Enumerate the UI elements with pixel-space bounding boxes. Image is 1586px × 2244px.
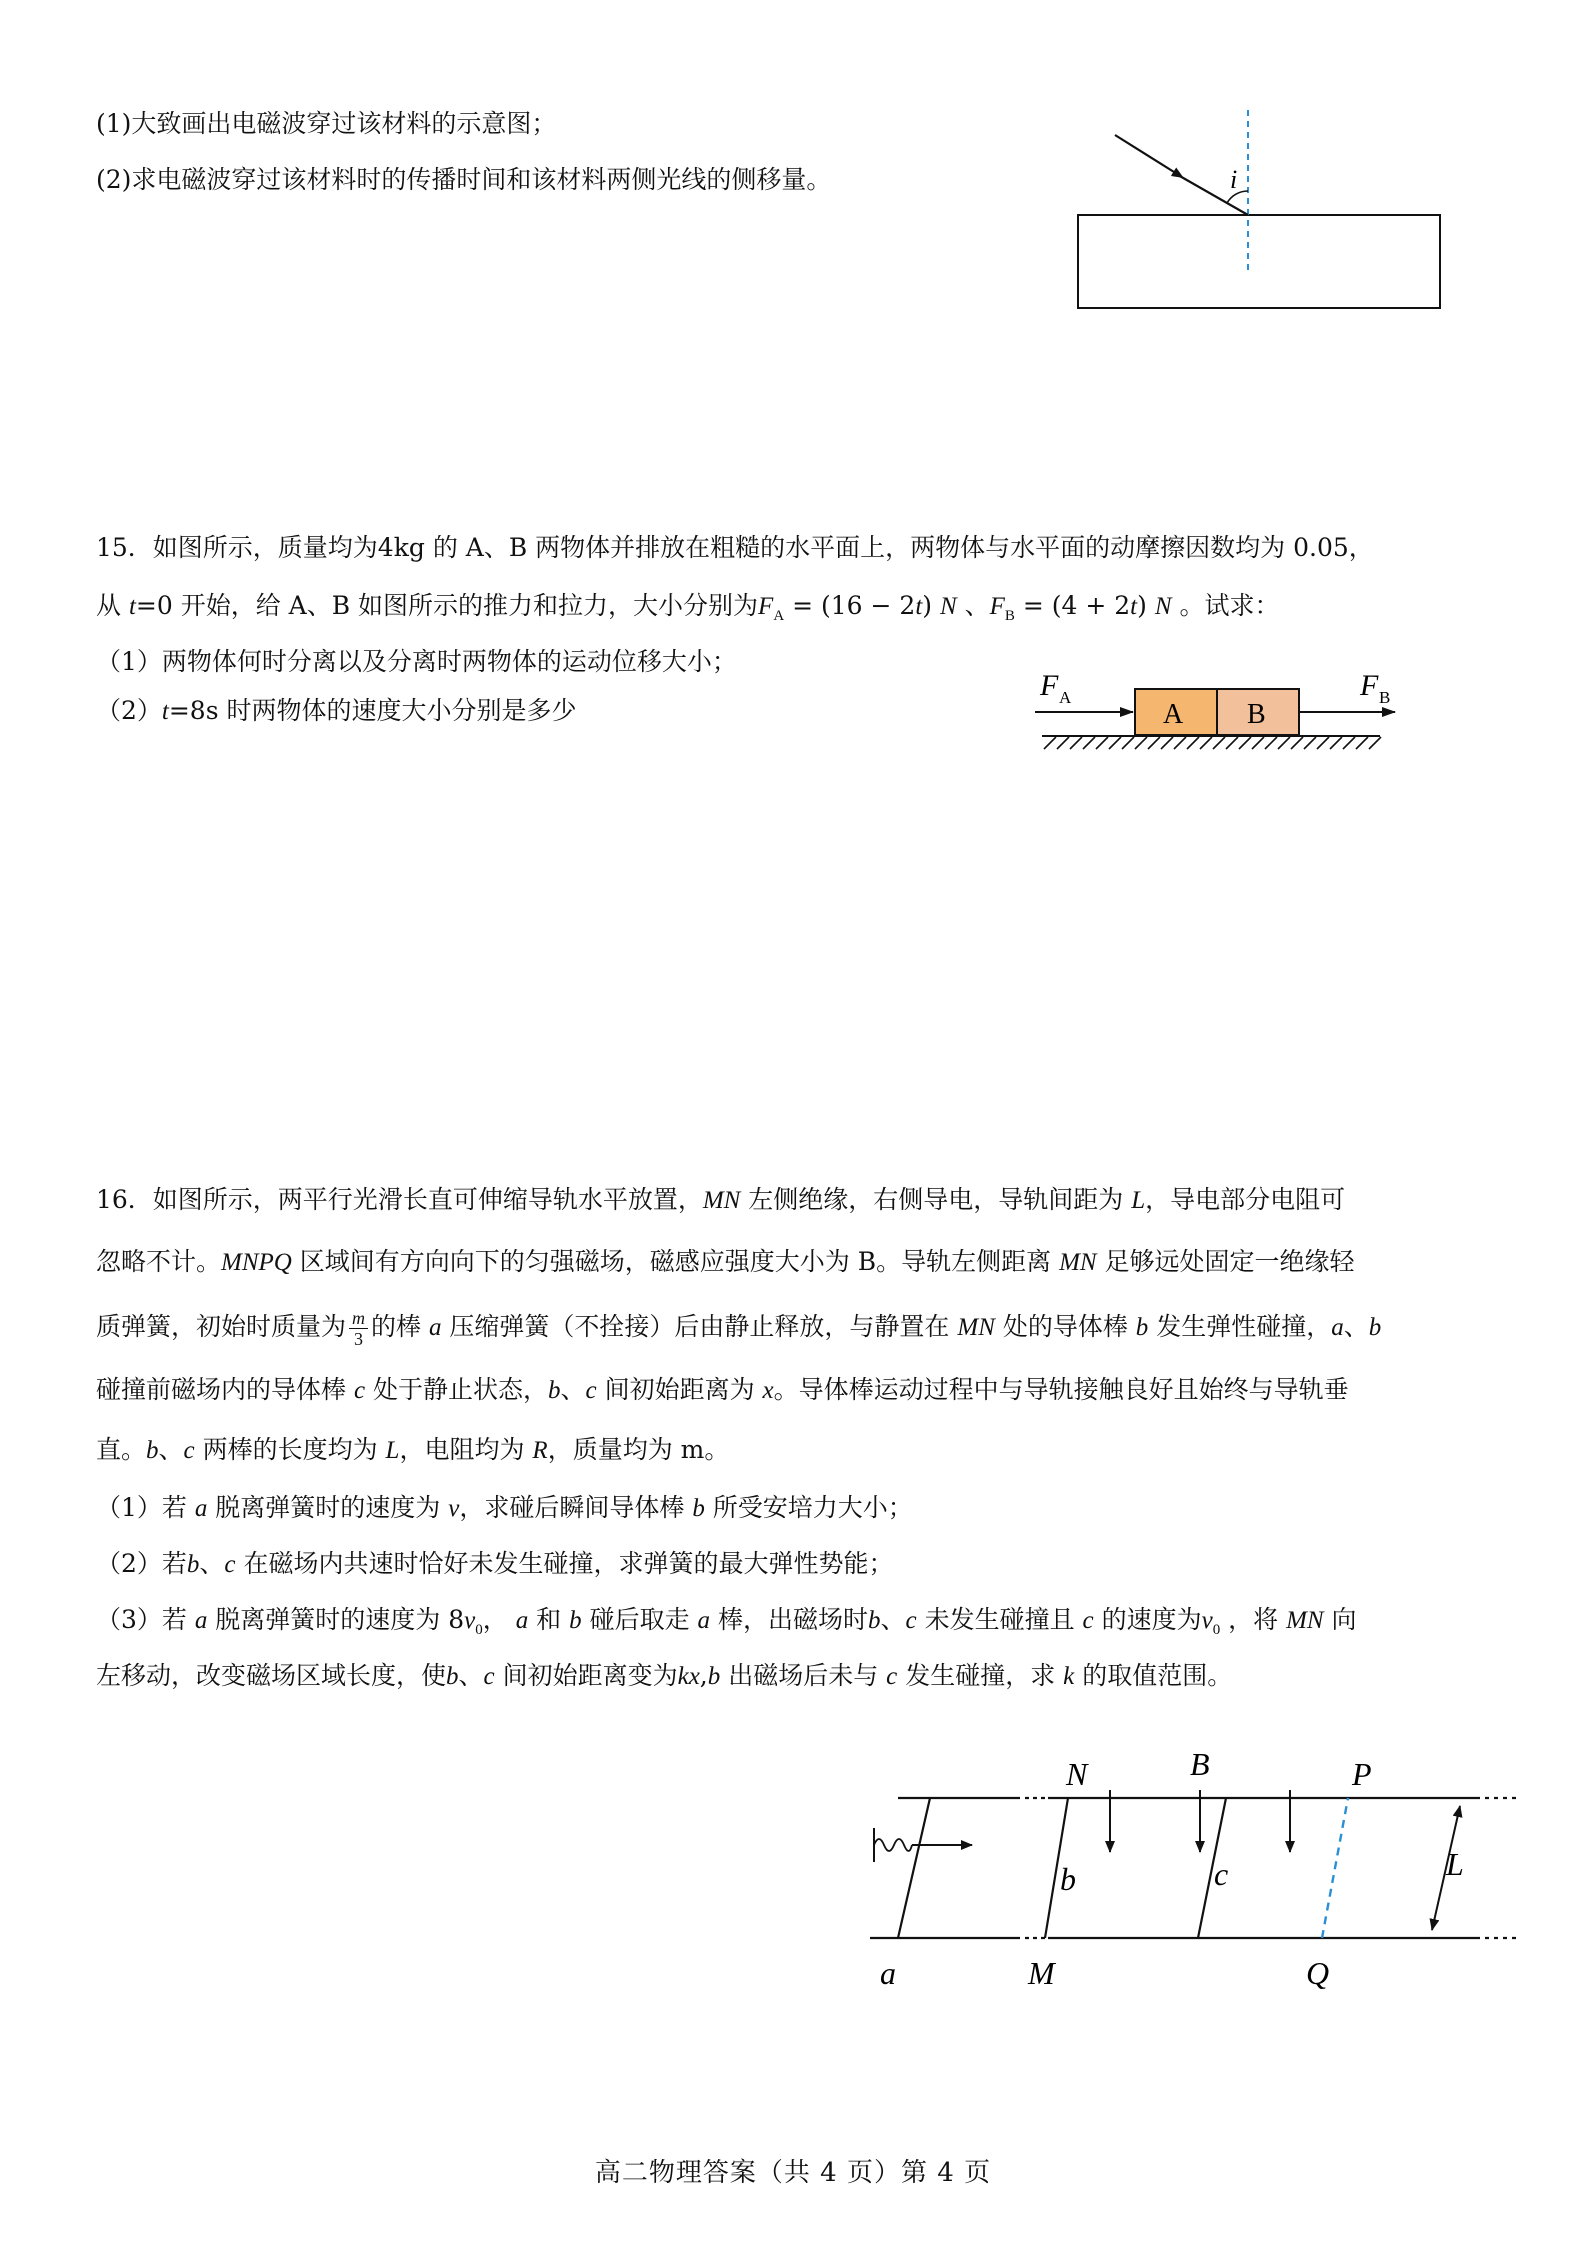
hatch-stroke bbox=[1226, 737, 1238, 749]
hatch-stroke bbox=[1096, 737, 1108, 749]
q14-part1: (1)大致画出电磁波穿过该材料的示意图； bbox=[96, 109, 557, 138]
hatch-stroke bbox=[1174, 737, 1186, 749]
force-FB-sub: B bbox=[1379, 688, 1391, 707]
spring-icon bbox=[874, 1839, 912, 1851]
q15-line1: 15．如图所示，质量均为4kg 的 A、B 两物体并排放在粗糙的水平面上，两物体与水平面的动摩擦因数均为 0.05， bbox=[96, 533, 1374, 562]
q16-line5: 直。b、c 两棒的长度均为 L，电阻均为 R，质量均为 m。 bbox=[96, 1435, 730, 1464]
label-P: P bbox=[1352, 1756, 1372, 1792]
q15-blocks-figure bbox=[1030, 655, 1410, 755]
force-FA-label: F bbox=[1040, 669, 1059, 702]
label-B: B bbox=[1190, 1746, 1210, 1782]
hatch-stroke bbox=[1369, 737, 1381, 749]
hatch-stroke bbox=[1109, 737, 1121, 749]
q16-part3: （3）若 a 脱离弹簧时的速度为 $8v_0$， a 和 b 碰后取走 a 棒，出磁场时b、c 未发生碰撞且 c 的速度为$v_0$ ，将 MN 向 bbox=[96, 1605, 1357, 1638]
q16-line2: 忽略不计。MNPQ 区域间有方向向下的匀强磁场，磁感应强度大小为 B。导轨左侧距离 MN 足够远处固定一绝缘轻 bbox=[96, 1247, 1355, 1276]
label-L: L bbox=[1446, 1846, 1464, 1882]
hatch-stroke bbox=[1187, 737, 1199, 749]
q16-line3: 质弹簧，初始时质量为 $\frac{m}{3}$ 的棒 a 压缩弹簧（不拴接）后由静止释放，与静置在 MN 处的导体棒 b 发生弹性碰撞，a、b bbox=[96, 1308, 1382, 1349]
hatch-stroke bbox=[1304, 737, 1316, 749]
q15-line2: 从 t=0 开始，给 A、B 如图所示的推力和拉力，大小分别为$F_A = (16 - 2t)$ N 、$F_B = (4 + 2t)$ N 。试求： bbox=[96, 591, 1280, 624]
incident-ray bbox=[1115, 135, 1182, 177]
q16-part3-cont: 左移动，改变磁场区域长度，使b、c 间初始距离变为kx,b 出磁场后未与 c 发生碰撞，求 k 的取值范围。 bbox=[96, 1661, 1233, 1690]
rod-a bbox=[898, 1798, 930, 1938]
label-M: M bbox=[1028, 1955, 1055, 1991]
label-N: N bbox=[1066, 1756, 1088, 1792]
boundary-PQ bbox=[1322, 1798, 1348, 1938]
material-slab bbox=[1078, 215, 1440, 308]
block-B-label: B bbox=[1247, 699, 1266, 730]
ground-hatching bbox=[1044, 737, 1381, 749]
hatch-stroke bbox=[1252, 737, 1264, 749]
hatch-stroke bbox=[1135, 737, 1147, 749]
q15-part1: （1）两物体何时分离以及分离时两物体的运动位移大小； bbox=[96, 647, 737, 676]
q16-part2: （2）若b、c 在磁场内共速时恰好未发生碰撞，求弹簧的最大弹性势能； bbox=[96, 1549, 894, 1578]
q16-rail-figure bbox=[860, 1730, 1540, 2000]
label-a: a bbox=[880, 1955, 896, 1991]
hatch-stroke bbox=[1122, 737, 1134, 749]
hatch-stroke bbox=[1213, 737, 1225, 749]
hatch-stroke bbox=[1278, 737, 1290, 749]
hatch-stroke bbox=[1083, 737, 1095, 749]
hatch-stroke bbox=[1057, 737, 1069, 749]
q14-refraction-figure bbox=[1060, 105, 1460, 315]
label-Q: Q bbox=[1306, 1955, 1330, 1991]
hatch-stroke bbox=[1330, 737, 1342, 749]
block-A-label: A bbox=[1163, 699, 1184, 730]
hatch-stroke bbox=[1200, 737, 1212, 749]
hatch-stroke bbox=[1356, 737, 1368, 749]
hatch-stroke bbox=[1070, 737, 1082, 749]
angle-label-i: i bbox=[1230, 165, 1238, 194]
hatch-stroke bbox=[1239, 737, 1251, 749]
label-c: c bbox=[1214, 1856, 1229, 1892]
incident-ray-tail bbox=[1178, 175, 1248, 215]
hatch-stroke bbox=[1044, 737, 1056, 749]
fraction-m-over-3: $\frac{m}{3}$ bbox=[349, 1308, 368, 1349]
hatch-stroke bbox=[1317, 737, 1329, 749]
q16-line1: 16．如图所示，两平行光滑长直可伸缩导轨水平放置，MN 左侧绝缘，右侧导电，导轨间距为 L，导电部分电阻可 bbox=[96, 1185, 1346, 1214]
q14-part2: (2)求电磁波穿过该材料时的传播时间和该材料两侧光线的侧移量。 bbox=[96, 165, 832, 194]
hatch-stroke bbox=[1148, 737, 1160, 749]
q16-part1: （1）若 a 脱离弹簧时的速度为 v，求碰后瞬间导体棒 b 所受安培力大小； bbox=[96, 1493, 913, 1522]
label-b: b bbox=[1060, 1861, 1076, 1897]
force-FA-sub: A bbox=[1059, 688, 1072, 707]
force-FB-label: F bbox=[1360, 669, 1379, 702]
q16-line4: 碰撞前磁场内的导体棒 c 处于静止状态，b、c 间初始距离为 x。导体棒运动过程中与导轨接触良好且始终与导轨垂 bbox=[96, 1375, 1349, 1404]
hatch-stroke bbox=[1291, 737, 1303, 749]
hatch-stroke bbox=[1343, 737, 1355, 749]
hatch-stroke bbox=[1161, 737, 1173, 749]
page-footer: 高二物理答案（共 4 页）第 4 页 bbox=[594, 2158, 992, 2188]
q15-part2: （2）t=8s 时两物体的速度大小分别是多少 bbox=[96, 696, 577, 725]
hatch-stroke bbox=[1265, 737, 1277, 749]
